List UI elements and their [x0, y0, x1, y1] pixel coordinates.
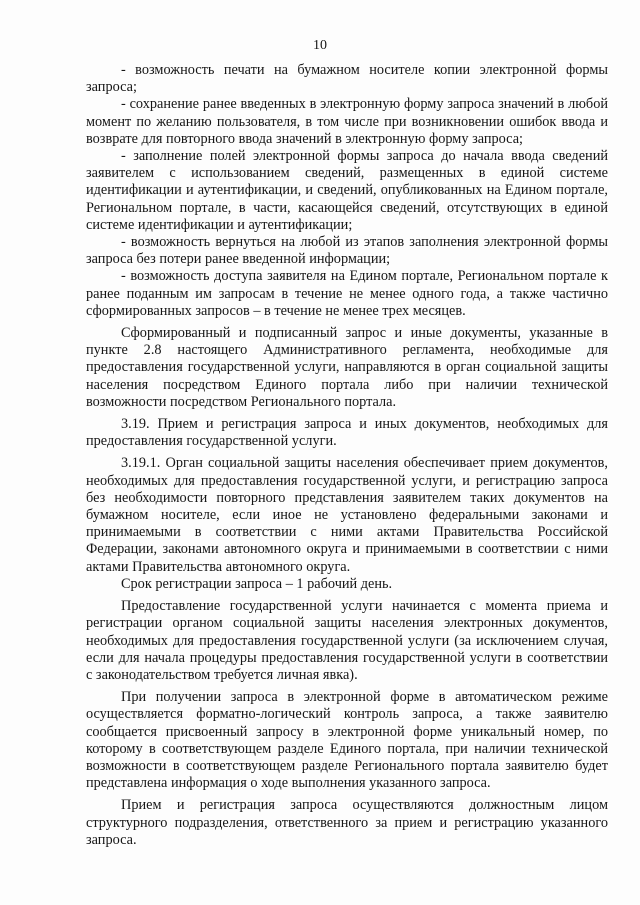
document-body: [86, 62, 608, 849]
paragraph-service-start: Предоставление государственной услуги начинается с момента приема и регистрации органом социальной защиты населения электронных документов, необходимых для предоставления государственной услуги (за исключением случая, если для начала процедуры предоставления государственной услуги в соответствии с законодательством требуется личная явка).: [86, 598, 608, 683]
paragraph-autofill-fields: - заполнение полей электронной формы запроса до начала ввода сведений заявителем с использованием сведений, размещенных в единой системе идентификации и аутентификации, и сведений, опубликованных на Едином портале, Региональном портале, в части, касающейся сведений, отсутствующих в единой системе идентификации и аутентификации;: [86, 148, 608, 233]
paragraph-responsible-official: Прием и регистрация запроса осуществляются должностным лицом структурного подразделения, ответственного за прием и регистрацию указанного запроса.: [86, 797, 608, 848]
paragraph-section-3-19: 3.19. Прием и регистрация запроса и иных документов, необходимых для предоставления государственной услуги.: [86, 416, 608, 450]
page-number: 10: [313, 38, 327, 53]
paragraph-print-copy: - возможность печати на бумажном носителе копии электронной формы запроса;: [86, 62, 608, 96]
paragraph-registration-term: Срок регистрации запроса – 1 рабочий день.: [121, 575, 393, 592]
paragraph-formed-request: Сформированный и подписанный запрос и иные документы, указанные в пункте 2.8 настоящего Административного регламента, необходимые для предоставления государственной услуги, направляются в орган социальной защиты населения посредством Единого портала либо при наличии технической возможности посредством Регионального портала.: [86, 325, 608, 410]
paragraph-save-values: - сохранение ранее введенных в электронную форму запроса значений в любой момент по желанию пользователя, в том числе при возникновении ошибок ввода и возврате для повторного ввода значений в электронную форму запроса;: [86, 96, 608, 147]
paragraph-access-requests: - возможность доступа заявителя на Едином портале, Региональном портале к ранее поданным им запросам в течение не менее одного года, а также частично сформированных запросов – в течение не менее трех месяцев.: [86, 268, 608, 319]
paragraph-electronic-request: При получении запроса в электронной форме в автоматическом режиме осуществляется форматно-логический контроль запроса, а также заявителю сообщается присвоенный запросу в электронной форме уникальный номер, по которому в соответствующем разделе Единого портала, при наличии технической возможности в соответствующем разделе Регионального портала заявителю будет представлена информация о ходе выполнения указанного запроса.: [86, 689, 608, 792]
paragraph-return-to-step: - возможность вернуться на любой из этапов заполнения электронной формы запроса без потери ранее введенной информации;: [86, 234, 608, 268]
paragraph-section-3-19-1: 3.19.1. Орган социальной защиты населения обеспечивает прием документов, необходимых для предоставления государственной услуги, и регистрацию запроса без необходимости повторного представления заявителем таких документов на бумажном носителе, если иное не установлено федеральными законами и принимаемыми в соответствии с ними актами Правительства Российской Федерации, законами автономного округа и принимаемыми в соответствии с ними актами Правительства автономного округа.: [86, 455, 608, 575]
